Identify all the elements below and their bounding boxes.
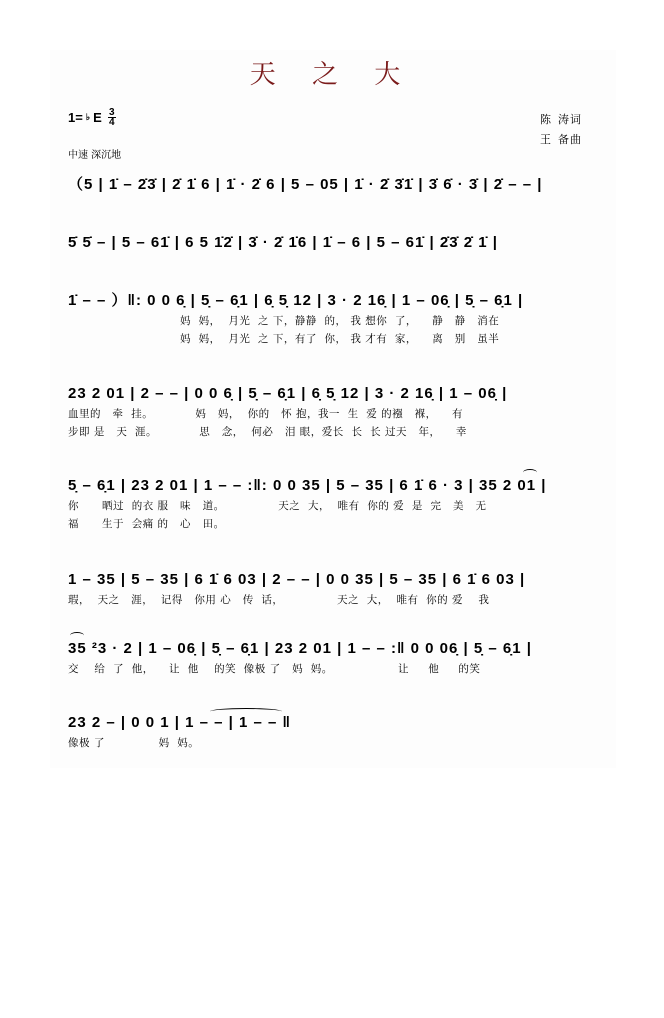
notation-line: （5 | 1̇ – 2̇3̇ | 2̇ 1̇ 6 | 1̇ · 2̇ 6 | 5 – 05 | 1̇ · 2̇ 3̇1̇ | 3̇ 6̇ · 3̇ | 2̇ – – | — [68, 176, 543, 193]
score-row-1 — [68, 174, 598, 196]
lyrics-verse-2: 妈 妈， 月光 之 下，有了 你， 我 才有 家， 离 别 虽半 — [180, 333, 500, 345]
notation-line: 23 2 – | 0 0 1 | 1 – – | 1 – – ‖ — [68, 714, 292, 731]
lyrics-verse-1: 血里的 牵 挂。 妈 妈， 你的 怀 抱，我一 生 爱 的襁 褓， 有 — [68, 408, 463, 420]
score-row-2 — [68, 232, 598, 254]
time-signature: $\frac{3}{4}$ — [108, 107, 115, 128]
tempo-marking: 中速 深沉地 — [68, 150, 122, 161]
tie-arc-icon — [210, 708, 282, 715]
flat-icon: ♭ — [85, 112, 91, 122]
score-row-7 — [68, 638, 598, 678]
lyrics-verse-1: 你 晒过 的衣 服 味 道。 天之 大， 唯有 你的 爱 是 完 美 无 — [68, 500, 487, 512]
notation-line: 35 ²3 · 2 | 1 – 06̣ | 5̣ – 6̣1 | 23 2 01 | 1 – – :‖ 0 0 06̣ | 5̣ – 6̣1 | — [68, 640, 532, 657]
lyricist: 陈 涛词 — [540, 113, 582, 126]
score-row-5 — [68, 475, 598, 533]
key-label: 1= — [68, 110, 83, 125]
credits — [540, 110, 582, 150]
key-note: E — [93, 110, 102, 125]
fermata-icon — [70, 632, 84, 639]
lyrics-verse-1: 交 给 了 他， 让 他 的笑 像极 了 妈 妈。 让 他 的笑 — [68, 663, 481, 675]
composer: 王 备曲 — [540, 133, 582, 146]
notation-line: 23 2 01 | 2 – – | 0 0 6̣ | 5̣ – 6̣1 | 6̣ 5̣ 12 | 3 · 2 16̣ | 1 – 06̣ | — [68, 385, 508, 402]
score-row-8 — [68, 712, 598, 752]
lyrics-verse-1: 瑕， 天之 涯， 记得 你用 心 传 话， 天之 大， 唯有 你的 爱 我 — [68, 594, 490, 606]
score-row-6 — [68, 569, 598, 609]
lyrics-verse-2: 步即 是 天 涯。 思 念， 何必 泪 眼，爱长 长 长 过天 年， 幸 — [68, 426, 467, 438]
notation-line: 5̇ 5̇ – | 5 – 61̇ | 6 5 1̇2̇ | 3̇ · 2̇ 1̇6 | 1̇ – 6 | 5 – 61̇ | 2̇3̇ 2̇ 1̇ | — [68, 234, 498, 251]
lyrics-verse-1: 妈 妈， 月光 之 下，静静 的， 我 想你 了， 静 静 消在 — [180, 315, 500, 327]
fermata-icon — [523, 469, 537, 476]
notation-line: 1 – 35 | 5 – 35 | 6 1̇ 6 03 | 2 – – | 0 0 35 | 5 – 35 | 6 1̇ 6 03 | — [68, 571, 526, 588]
notation-line: 5̣ – 6̣1 | 23 2 01 | 1 – – :‖: 0 0 35 | 5 – 35 | 6 1̇ 6 · 3 | 35 2 01 | — [68, 477, 547, 494]
notation-line: 1̇ – – ）‖: 0 0 6̣ | 5̣ – 6̣1 | 6̣ 5̣ 12 | 3 · 2 16̣ | 1 – 06̣ | 5̣ – 6̣1 | — [68, 292, 524, 309]
score-row-3 — [68, 290, 598, 348]
key-signature — [68, 108, 116, 127]
song-title: 天 之 大 — [249, 60, 415, 90]
lyrics-verse-2: 福 生于 会痛 的 心 田。 — [68, 518, 225, 530]
score-row-4 — [68, 383, 598, 441]
lyrics-verse-1: 像极 了 妈 妈。 — [68, 737, 200, 749]
